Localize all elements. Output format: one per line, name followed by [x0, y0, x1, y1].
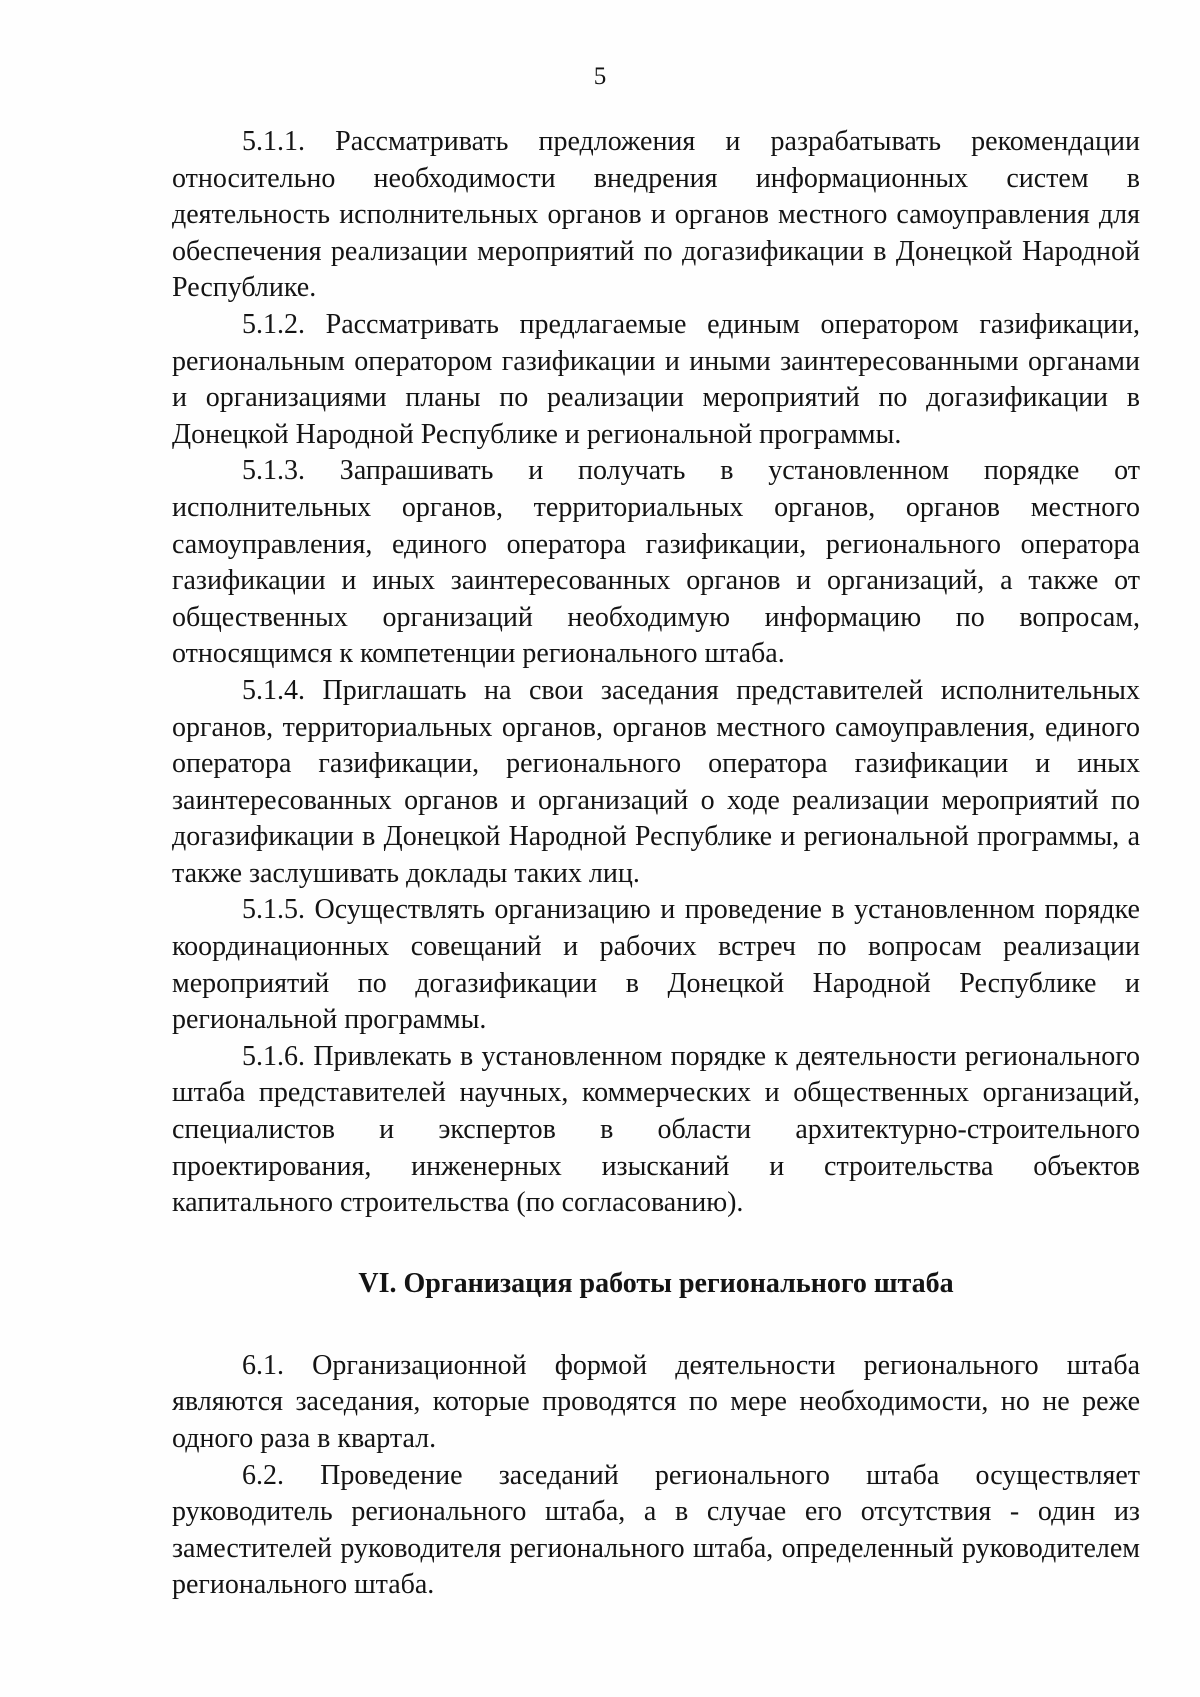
- section-heading: VI. Организация работы регионального штаба: [358, 1267, 954, 1299]
- paragraph-6-2: 6.2. Проведение заседаний регионального штаба осуществляет руководитель регионального штаба, а в случае его отсутствия - один из заместителей руководителя регионального штаба, определенный руководителем регионального штаба.: [172, 1459, 1140, 1601]
- paragraph-5-1-2: 5.1.2. Рассматривать предлагаемые единым оператором газификации, региональным оператором газификации и иными заинтересованными органами и организациями планы по реализации мероприятий по догазификации в Донецкой Народной Республике и региональной программы.: [172, 308, 1140, 450]
- paragraph-5-1-3: 5.1.3. Запрашивать и получать в установленном порядке от исполнительных органов, территориальных органов, органов местного самоуправления, единого оператора газификации, регионального оператора газификации и иных заинтересованных органов и организаций, а также от общественных организаций необходимую информацию по вопросам, относящимся к компетенции регионального штаба.: [172, 455, 1140, 670]
- paragraph-5-1-4: 5.1.4. Приглашать на свои заседания представителей исполнительных органов, территориальных органов, органов местного самоуправления, единого оператора газификации, регионального оператора газификации и иных заинтересованных органов и организаций о ходе реализации мероприятий по догазификации в Донецкой Народной Республике и региональной программы, а также заслушивать доклады таких лиц.: [172, 674, 1140, 889]
- paragraph-5-1-1: 5.1.1. Рассматривать предложения и разрабатывать рекомендации относительно необходимости внедрения информационных систем в деятельность исполнительных органов и органов местного самоуправления для обеспечения реализации мероприятий по догазификации в Донецкой Народной Республике.: [172, 126, 1140, 304]
- paragraph-5-1-6: 5.1.6. Привлекать в установленном порядке к деятельности регионального штаба представителей научных, коммерческих и общественных организаций, специалистов и экспертов в области архитектурно-строительного проектирования, инженерных изысканий и строительства объектов капитального строительства (по согласованию).: [172, 1040, 1140, 1219]
- paragraph-5-1-5: 5.1.5. Осуществлять организацию и проведение в установленном порядке координационных совещаний и рабочих встреч по вопросам реализации мероприятий по догазификации в Донецкой Народной Республике и региональной программы.: [172, 894, 1140, 1036]
- page-number: 5: [593, 63, 607, 90]
- document-body: [172, 124, 1140, 1604]
- paragraph-6-1: 6.1. Организационной формой деятельности регионального штаба являются заседания, которые проводятся по мере необходимости, но не реже одного раза в квартал.: [172, 1349, 1140, 1454]
